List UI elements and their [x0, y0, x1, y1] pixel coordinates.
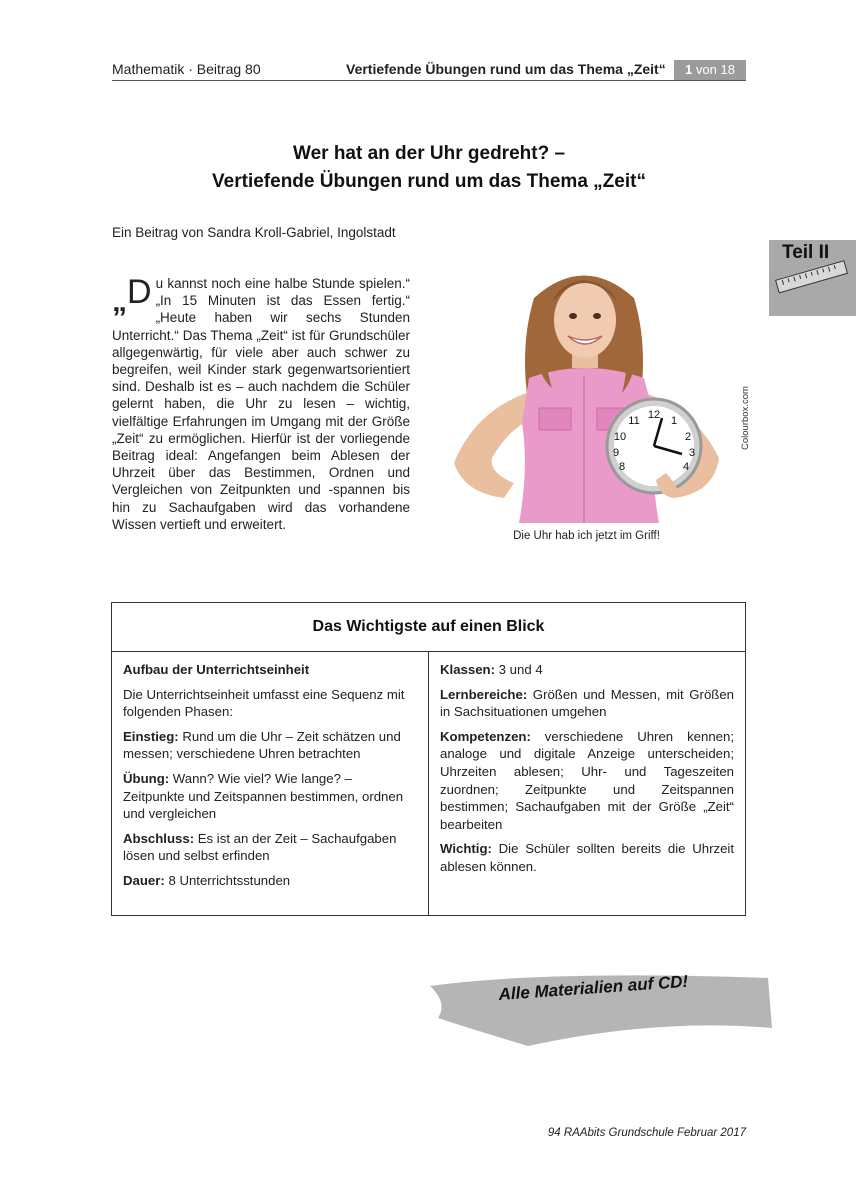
wichtig-label: Wichtig: [440, 841, 492, 857]
svg-text:9: 9 [612, 447, 620, 459]
lernbereiche-label: Lernbereiche: [440, 686, 528, 702]
svg-text:4: 4 [682, 461, 690, 473]
phase-uebung [123, 770, 413, 823]
overview-box-title: Das Wichtigste auf einen Blick [112, 603, 745, 652]
abschluss-label: Abschluss: [123, 830, 195, 846]
dauer-label: Dauer: [123, 872, 165, 888]
header-topic: Vertiefende Übungen rund um das Thema „Zeit“ [346, 61, 666, 77]
byline: Ein Beitrag von Sandra Kroll-Gabriel, Ingolstadt [112, 225, 396, 240]
dauer-text: 8 Unterrichtsstunden [164, 872, 291, 888]
kompetenzen-label: Kompetenzen: [440, 728, 531, 744]
svg-text:10: 10 [613, 431, 627, 443]
header-subject: Mathematik · Beitrag 80 [112, 61, 261, 77]
section-tab-label: Teil II [782, 242, 830, 263]
svg-text:12: 12 [647, 409, 661, 421]
intro-text: u kannst noch eine halbe Stunde spielen.“ „In 15 Minuten ist das Essen fertig.“ „Heute haben wir sechs Stunden Unterricht.“ Das Thema „Zeit“ ist für Grundschüler allgegenwärtig, für viele aber auch schwer zu begreifen, weil Kinder stark gegenwartsorientiert sind. Deshalb ist es – auch nachdem die Schüler gelernt haben, die Uhr zu lesen – wichtig, vielfältige Erfahrungen im Umgang mit der Größe „Zeit“ zu ermöglichen. Hierfür ist der vorliegende Beitrag ideal: Angefangen beim Ablesen der Uhrzeit über das Bestimmen, Ordnen und Vergleichen von Zeitpunkten und -spannen bis hin zu Sachaufgaben wird das vorhandene Wissen vertieft und erweitert. [112, 276, 410, 532]
column-divider [428, 652, 429, 915]
klassen-label: Klassen: [440, 662, 495, 677]
phase-abschluss [123, 830, 413, 865]
abschluss-text: Es ist an der Zeit – Sachaufgaben lösen und selbst erfinden [123, 830, 397, 864]
uebung-text: Wann? Wie viel? Wie lange? – Zeitpunkte und Zeitspannen bestimmen, ordnen und vergleichen [123, 770, 404, 822]
svg-text:3: 3 [688, 447, 696, 459]
photo-caption: Die Uhr hab ich jetzt im Griff! [513, 530, 660, 542]
kompetenzen-text: verschiedene Uhren kennen; analoge und digitale Anzeige unterscheiden; Uhrzeiten ablesen; Uhr- und Tageszeiten zuordnen; Zeitpunkte und Zeitspannen bestimmen; Sachaufgaben mit der Größe „Zeit“ bearbeiten [440, 728, 734, 832]
overview-left-column [123, 661, 413, 897]
drop-letter: D [127, 273, 152, 311]
structure-intro: Die Unterrichtseinheit umfasst eine Sequenz mit folgenden Phasen: [123, 686, 405, 720]
learning-areas [440, 686, 734, 721]
intro-paragraph [112, 275, 410, 533]
wichtig-text: Die Schüler sollten bereits die Uhrzeit ablesen können. [440, 841, 734, 874]
klassen-text: 3 und 4 [494, 662, 543, 677]
duration [123, 872, 413, 890]
photo-credit: Colourbox.com [740, 386, 751, 450]
girl-with-clock-photo [434, 258, 739, 523]
grades [440, 661, 734, 679]
drop-quote-mark: „ [112, 285, 127, 318]
einstieg-text: Rund um die Uhr – Zeit schätzen und messen; verschiedene Uhren betrachten [123, 728, 401, 762]
phase-einstieg [123, 728, 413, 763]
overview-right-column [440, 661, 734, 883]
title-line-1: Wer hat an der Uhr gedreht? – [292, 143, 566, 164]
svg-text:11: 11 [628, 415, 640, 427]
lernbereiche-text: Größen und Messen, mit Größen in Sachsituationen umgehen [440, 686, 734, 720]
svg-text:2: 2 [684, 431, 692, 443]
page-total: von 18 [692, 62, 735, 77]
title-line-2: Vertiefende Übungen rund um das Thema „Zeit“ [212, 171, 646, 192]
structure-heading: Aufbau der Unterrichtseinheit [123, 662, 310, 677]
page-current: 1 [685, 62, 693, 77]
svg-text:1: 1 [670, 415, 678, 427]
header-rule [112, 80, 746, 81]
overview-box [111, 602, 746, 916]
einstieg-label: Einstieg: [123, 728, 179, 744]
important-note [440, 840, 734, 875]
cd-banner-text: Alle Materialien auf CD! [498, 971, 689, 1004]
drop-cap [112, 273, 152, 318]
competencies [440, 728, 734, 834]
uebung-label: Übung: [123, 770, 170, 786]
page-indicator [674, 60, 746, 80]
ruler-icon [775, 260, 848, 293]
footer-issue: 94 RAAbits Grundschule Februar 2017 [547, 1127, 746, 1139]
section-tab [769, 240, 856, 316]
svg-text:8: 8 [618, 461, 626, 473]
page-title [112, 140, 746, 196]
